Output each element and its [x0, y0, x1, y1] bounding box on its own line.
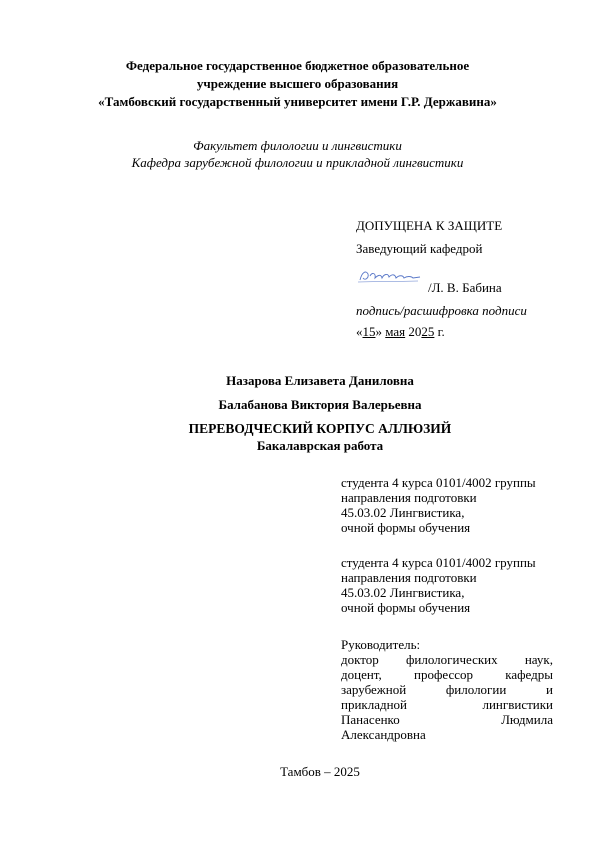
date-month: мая	[385, 324, 406, 339]
supervisor-word: кафедры	[505, 667, 553, 682]
date-suffix: г.	[437, 324, 445, 339]
date-open-quote: «	[356, 324, 363, 339]
supervisor-line-3	[341, 682, 553, 697]
supervisor-block	[341, 637, 553, 742]
institution-line-1: Федеральное государственное бюджетное образовательное	[125, 58, 470, 73]
head-of-department-label: Заведующий кафедрой	[356, 241, 483, 256]
supervisor-word: филологических	[405, 652, 498, 667]
student-1-line-4: очной формы обучения	[341, 520, 471, 535]
faculty-name: Факультет филологии и лингвистики	[193, 138, 402, 153]
student-2-line-1: студента 4 курса 0101/4002 группы	[341, 555, 536, 570]
supervisor-line-6: Александровна	[341, 727, 426, 742]
student-2-block	[341, 555, 553, 615]
supervisor-word: профессор	[413, 667, 473, 682]
supervisor-word: Людмила	[501, 712, 553, 727]
date-year-prefix: 20	[408, 324, 422, 339]
admission-date	[356, 324, 445, 340]
supervisor-line-1	[341, 652, 553, 667]
student-1-line-3: 45.03.02 Лингвистика,	[341, 505, 465, 520]
author-1: Назарова Елизавета Даниловна	[226, 373, 414, 388]
student-2-line-3: 45.03.02 Лингвистика,	[341, 585, 465, 600]
student-2-line-4: очной формы обучения	[341, 600, 471, 615]
signature-caption: подпись/расшифровка подписи	[356, 303, 527, 318]
department-name: Кафедра зарубежной филологии и прикладной лингвистики	[131, 155, 464, 170]
handwritten-signature	[356, 266, 426, 286]
supervisor-word: зарубежной	[341, 682, 407, 697]
supervisor-word: и	[546, 682, 553, 697]
city-year: Тамбов – 2025	[280, 764, 360, 779]
admission-title: ДОПУЩЕНА К ЗАЩИТЕ	[356, 218, 503, 233]
supervisor-word: доктор	[341, 652, 379, 667]
supervisor-word: филологии	[445, 682, 507, 697]
student-1-block	[341, 475, 553, 535]
supervisor-word: прикладной	[341, 697, 408, 712]
supervisor-line-2	[341, 667, 553, 682]
supervisor-word: Панасенко	[341, 712, 400, 727]
author-2: Балабанова Виктория Валерьевна	[218, 397, 422, 412]
head-signature-name: /Л. В. Бабина	[428, 280, 502, 295]
institution-line-2: учреждение высшего образования	[196, 76, 399, 91]
student-1-line-1: студента 4 курса 0101/4002 группы	[341, 475, 536, 490]
student-2-line-2: направления подготовки	[341, 570, 477, 585]
work-title: ПЕРЕВОДЧЕСКИЙ КОРПУС АЛЛЮЗИЙ	[188, 421, 452, 436]
date-day: 15	[362, 324, 376, 339]
supervisor-label: Руководитель:	[341, 637, 421, 652]
work-type: Бакалаврская работа	[256, 438, 384, 453]
supervisor-word: доцент,	[341, 667, 382, 682]
supervisor-word: лингвистики	[482, 697, 553, 712]
date-close-quote: »	[375, 324, 382, 339]
supervisor-word: наук,	[524, 652, 553, 667]
supervisor-line-4	[341, 697, 553, 712]
student-1-line-2: направления подготовки	[341, 490, 477, 505]
institution-line-3: «Тамбовский государственный университет имени Г.Р. Державина»	[98, 94, 497, 109]
date-year-suffix: 25	[421, 324, 435, 339]
supervisor-line-5	[341, 712, 553, 727]
